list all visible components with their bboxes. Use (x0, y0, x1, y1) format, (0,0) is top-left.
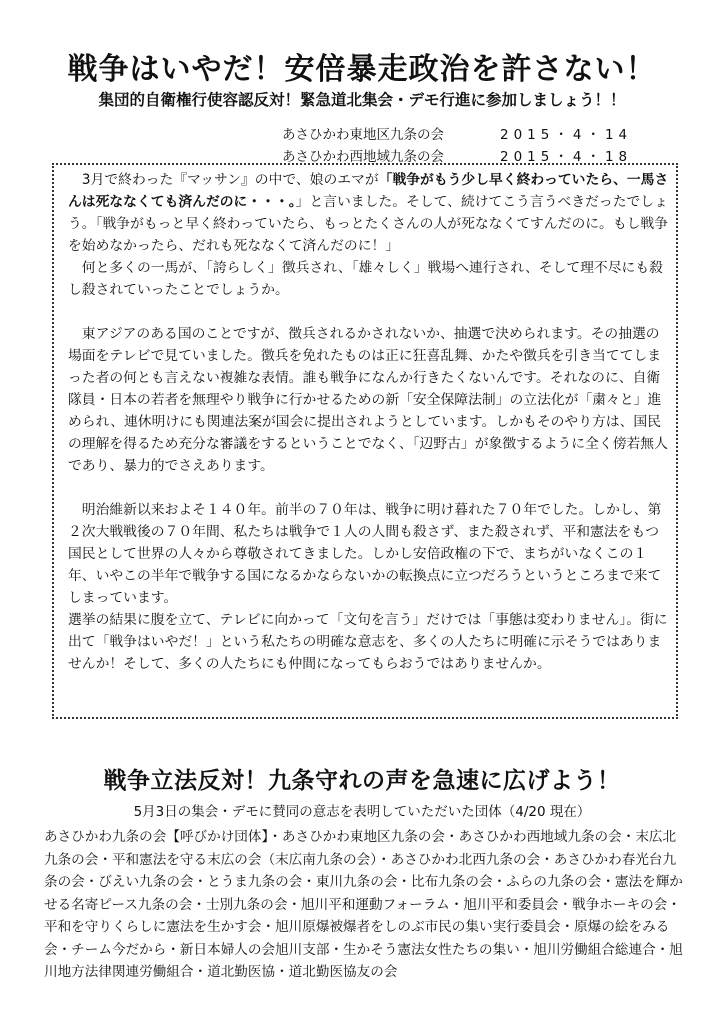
section2-title: 戦争立法反対！九条守れの声を急速に広げよう！ (103, 768, 621, 794)
message-box (52, 163, 678, 719)
page-title: 戦争はいやだ！安倍暴走政治を許さない！ (67, 52, 657, 87)
paragraph-kazuma: 何と多くの一馬が、「誇らしく」徴兵され、「雄々しく」戦場へ連行され、そして理不尽にも殺し殺されていったことでしょうか。 (68, 260, 663, 298)
p1-tail-text: 」と言いました。そして、続けてこう言うべきだったでしょう。「戦争がもっと早く終わっていたら、もっとたくさんの人が死ななくてすんだのに。もし戦争を始めなかったら、だれも死ななくて済んだのに！」 (68, 194, 669, 254)
paragraph-east-asia: 東アジアのある国のことですが、徴兵されるかされないか、抽選で決められます。その抽選の場面をテレビで見ていました。徴兵を免れたものは正に狂喜乱舞、かたや徴兵を引き当ててしまった者の何とも言えない複雑な表情。誰も戦争になんか行きたくないんです。それなのに、自衛隊員・日本の若者を無理やり戦争に行かせるための新「安全保障法制」の立法化が「粛々と」進められ、連休明けにも関連法案が国会に提出されようとしています。しかもそのやり方は、国民の理解を得るため充分な審議をするということでなく、「辺野古」が象徴するように全く傍若無人であり、暴力的でさえあります。 (68, 326, 668, 474)
p1-lead-text: 3月で終わった『マッサン』の中で、娘のエマが (81, 172, 379, 188)
signatory-row (282, 124, 632, 146)
section2-subtitle: 5月3日の集会・デモに賛同の意志を表明していただいた団体（4/20 現在） (133, 804, 591, 820)
signatories (282, 124, 632, 168)
paragraph-meiji: 明治維新以来およそ１４０年。前半の７０年は、戦争に明け暮れた７０年でした。しかし、第２次大戦戦後の７０年間、私たちは戦争で１人の人間も殺さず、また殺されず、平和憲法をもつ国民として世界の人々から尊敬されてきました。しかし安倍政権の下で、まちがいなくこの１年、いやこの半年で戦争する国になるかならないかの転換点に立つだろうというところまで来てしまっています。 (68, 502, 662, 606)
signatory-date: 2015・4・14 (500, 127, 633, 143)
page-subtitle: 集団的自衛権行使容認反対！緊急道北集会・デモ行進に参加しましょう！！ (98, 91, 626, 109)
signatory-name: あさひかわ西地域九条の会 (282, 149, 444, 165)
paragraph-call-to-action: 選挙の結果に腹を立て、テレビに向かって「文句を言う」だけでは「事態は変わりません」。街に出て「戦争はいやだ！」という私たちの明確な意志を、多くの人たちに明確に示そうではありませんか！そして、多くの人たちにも仲間になってもらおうではありませんか。 (68, 612, 668, 672)
emma-quote: 「戦争がもう少し早く終わっていたら、一馬さんは死ななくても済んだのに・・・。 (68, 172, 669, 210)
organization-list: あさひかわ九条の会【呼びかけ団体】・あさひかわ東地区九条の会・あさひかわ西地域九条の会・末広北九条の会・平和憲法を守る末広の会（末広南九条の会）・あさひかわ北西九条の会・あさひかわ春光台九条の会・びえい九条の会・とうま九条の会・東川九条の会・比布九条の会・ふらの九条の会・憲法を輝かせる名寄ピース九条の会・士別九条の会・旭川平和運動フォーラム・旭川平和委員会・戦争ホーキの会・平和を守りくらしに憲法を生かす会・旭川原爆被爆者をしのぶ市民の集い実行委員会・原爆の絵をみる会・チーム今だから・新日本婦人の会旭川支部・生かそう憲法女性たちの集い・旭川労働組合総連合・旭川地方法律関連労働組合・道北勤医協・道北勤医協友の会 (44, 829, 683, 980)
signatory-date: 2015・4・18 (500, 149, 633, 165)
signatory-name: あさひかわ東地区九条の会 (282, 127, 444, 143)
paragraph-masan (68, 169, 670, 257)
